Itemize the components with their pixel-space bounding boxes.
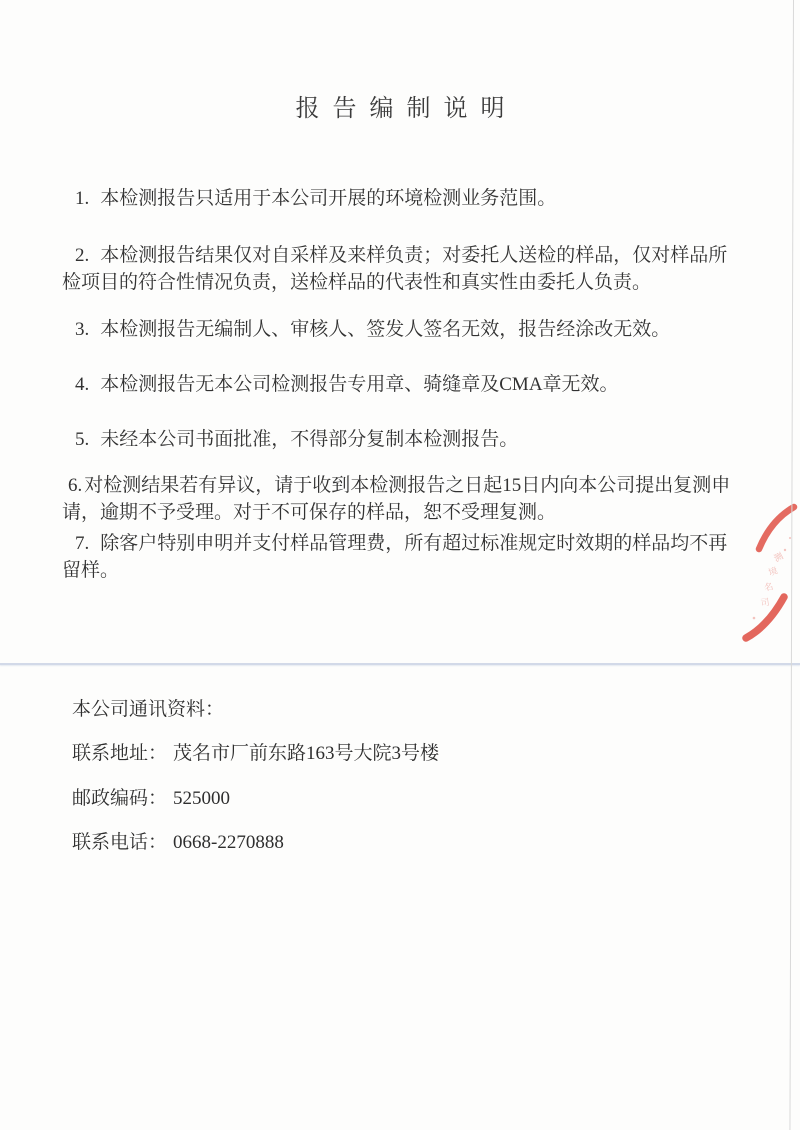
phone-value: 0668-2270888 — [173, 832, 284, 853]
note-item-5 — [62, 426, 742, 453]
note-text: 对检测结果若有异议，请于收到本检测报告之日起15日内向本公司提出复测申请，逾期不予受理。对于不可保存的样品，恕不受理复测。 — [62, 475, 731, 523]
note-number: 6. — [68, 475, 83, 496]
note-text: 本检测报告无本公司检测报告专用章、骑缝章及CMA章无效。 — [100, 374, 619, 395]
phone-label: 联系电话： — [72, 832, 168, 853]
svg-text:司: 司 — [759, 596, 771, 608]
section-divider-line — [0, 663, 800, 665]
note-item-1 — [62, 185, 742, 212]
contact-heading: 本公司通讯资料： — [72, 699, 225, 720]
note-number: 1. — [75, 188, 90, 209]
note-number: 7. — [75, 533, 90, 554]
note-item-6 — [62, 472, 742, 526]
note-text: 本检测报告无编制人、审核人、签发人签名无效，报告经涂改无效。 — [100, 319, 671, 340]
note-item-7 — [62, 530, 742, 584]
note-number: 2. — [75, 245, 90, 266]
note-number: 4. — [75, 374, 90, 395]
note-item-4 — [62, 371, 742, 398]
svg-text:测: 测 — [772, 550, 785, 564]
address-value: 茂名市厂前东路163号大院3号楼 — [173, 743, 440, 764]
note-item-2 — [62, 242, 742, 296]
scan-page-edge-line — [789, 0, 794, 1130]
note-text: 未经本公司书面批准，不得部分复制本检测报告。 — [100, 429, 519, 450]
note-text: 本检测报告结果仅对自采样及来样负责；对委托人送检的样品，仅对样品所检项目的符合性情况负责，送检样品的代表性和真实性由委托人负责。 — [62, 245, 728, 293]
note-text: 本检测报告只适用于本公司开展的环境检测业务范围。 — [100, 188, 557, 209]
svg-text:名: 名 — [763, 581, 775, 593]
note-number: 3. — [75, 319, 90, 340]
contact-address-line — [72, 742, 439, 766]
note-text: 除客户特别申明并支付样品管理费，所有超过标准规定时效期的样品均不再留样。 — [62, 533, 728, 581]
postcode-label: 邮政编码： — [72, 788, 168, 809]
svg-text:境: 境 — [767, 565, 780, 578]
address-label: 联系地址： — [72, 743, 168, 764]
note-number: 5. — [75, 429, 90, 450]
contact-postcode-line — [72, 787, 230, 811]
postcode-value: 525000 — [173, 788, 231, 809]
page-title: 报告编制说明 — [295, 96, 518, 122]
note-item-3 — [62, 316, 742, 343]
contact-phone-line — [72, 831, 284, 855]
